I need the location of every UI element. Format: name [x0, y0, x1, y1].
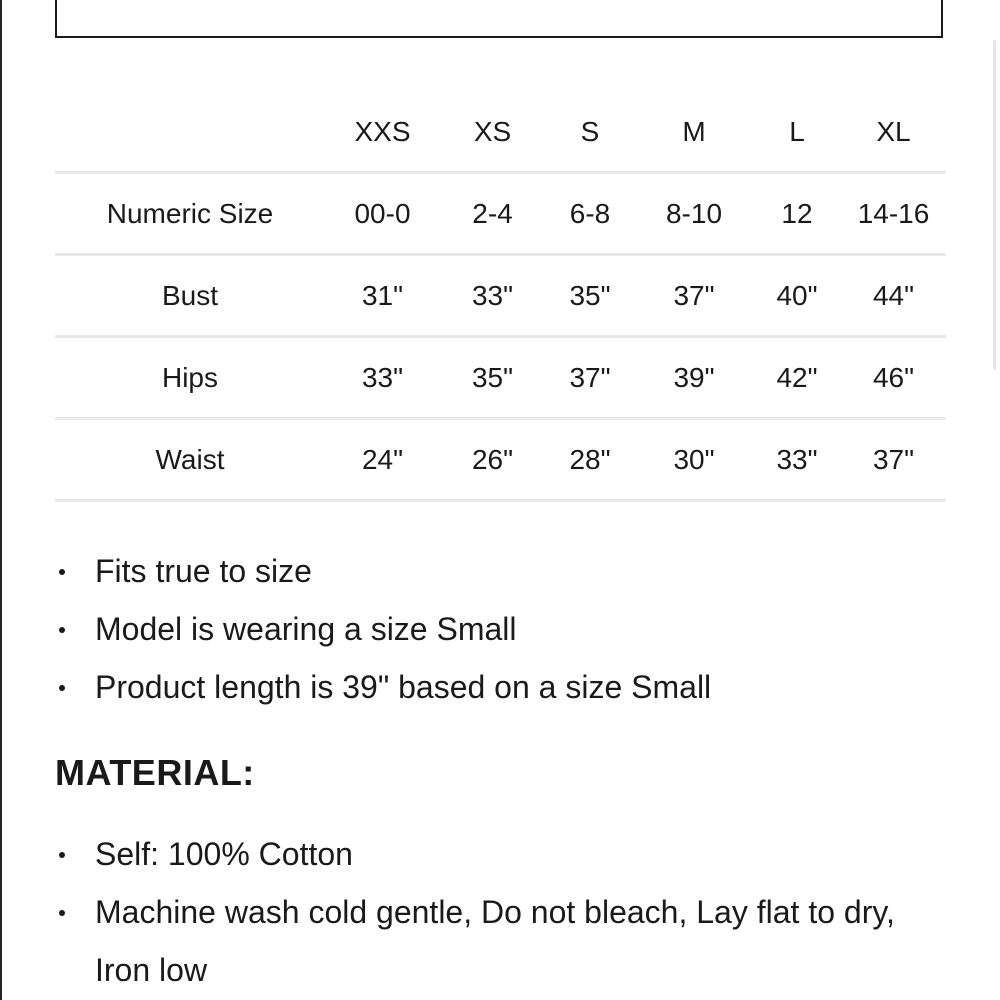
row-label: Waist — [155, 443, 225, 475]
table-cell: 00-0 — [354, 197, 411, 229]
table-cell: 35" — [471, 361, 514, 393]
row-label: Numeric Size — [106, 197, 274, 229]
table-cell: 14-16 — [857, 197, 930, 229]
table-cell: 37" — [569, 361, 611, 393]
table-cell: 40" — [776, 279, 818, 311]
list-item: Self: 100% Cotton — [55, 825, 945, 883]
table-cell: 30" — [673, 443, 715, 475]
table-cell: 12 — [781, 197, 813, 229]
table-cell: 28" — [569, 443, 611, 475]
table-cell: 44" — [872, 279, 915, 311]
list-item: Product length is 39" based on a size Small — [55, 658, 945, 716]
row-label: Bust — [161, 279, 219, 311]
column-header: M — [682, 115, 706, 147]
column-header: S — [580, 115, 600, 147]
table-row — [55, 337, 946, 419]
table-row — [55, 419, 946, 501]
table-cell: 24" — [361, 443, 404, 475]
column-header: XXS — [354, 115, 411, 147]
column-header: XL — [876, 115, 911, 147]
table-cell: 31" — [361, 279, 404, 311]
table-cell: 2-4 — [472, 197, 513, 229]
table-cell: 37" — [872, 443, 915, 475]
table-cell: 33" — [471, 279, 514, 311]
column-header: L — [789, 115, 805, 147]
table-cell: 46" — [872, 361, 915, 393]
row-label: Hips — [161, 361, 218, 393]
table-corner-cell — [55, 92, 325, 173]
size-guide-tabs — [55, 0, 943, 38]
table-cell: 6-8 — [569, 197, 611, 229]
table-cell: 37" — [673, 279, 715, 311]
table-header-row — [55, 92, 946, 173]
material-list — [55, 825, 945, 999]
table-cell: 26" — [471, 443, 514, 475]
table-row — [55, 173, 946, 255]
size-chart-table — [55, 92, 946, 502]
list-item: Model is wearing a size Small — [55, 600, 945, 658]
fit-notes-list — [55, 542, 945, 716]
table-row — [55, 255, 946, 337]
column-header: XS — [473, 115, 512, 147]
table-cell: 35" — [569, 279, 611, 311]
scrollbar[interactable] — [993, 40, 996, 370]
table-cell: 39" — [673, 361, 715, 393]
list-item: Fits true to size — [55, 542, 945, 600]
left-edge-border — [0, 0, 2, 1000]
list-item: Machine wash cold gentle, Do not bleach, Lay flat to dry, Iron low — [55, 883, 945, 999]
table-cell: 33" — [361, 361, 404, 393]
table-cell: 8-10 — [665, 197, 723, 229]
table-cell: 33" — [776, 443, 818, 475]
material-heading: MATERIAL: — [55, 752, 255, 793]
table-cell: 42" — [776, 361, 818, 393]
